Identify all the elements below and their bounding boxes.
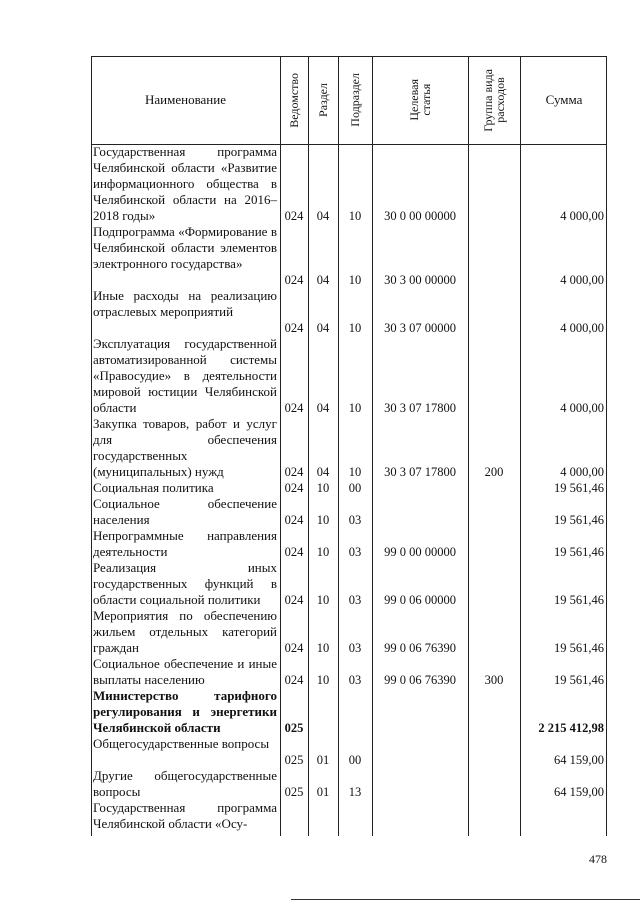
row-gruppa: 300 [484, 673, 504, 687]
header-razdel [308, 56, 338, 144]
row-razdel: 10 [316, 673, 330, 687]
row-razdel: 04 [316, 273, 330, 287]
row-summa: 19 561,46 [554, 513, 604, 527]
row-gruppa: 200 [484, 465, 504, 479]
row-name: Социальное обеспечение населения [93, 496, 277, 527]
row-celevaya: 30 3 07 17800 [384, 401, 456, 415]
row-summa: 4 000,00 [560, 209, 604, 223]
row-celevaya: 30 3 00 00000 [384, 273, 456, 287]
row-summa: 19 561,46 [554, 545, 604, 559]
header-podrazdel [338, 56, 372, 144]
row-vedomstvo: 024 [284, 481, 304, 495]
table-row [91, 480, 607, 496]
table-row [91, 336, 607, 416]
row-name: Подпрограмма «Формирование в Челябинской области элементов электронного государства» [93, 224, 277, 271]
table-row [91, 288, 607, 336]
row-celevaya: 99 0 06 00000 [384, 593, 456, 607]
header-gruppa [468, 56, 520, 144]
row-podrazdel: 03 [348, 545, 362, 559]
row-name: Социальная политика [93, 480, 214, 495]
row-razdel: 10 [316, 593, 330, 607]
row-summa: 4 000,00 [560, 273, 604, 287]
header-summa-label: Сумма [545, 92, 583, 107]
row-vedomstvo: 024 [284, 513, 304, 527]
row-name: Государственная программа Челябинской области «Развитие информационного общества в Челябинской области на 2016–2018 годы» [93, 144, 277, 223]
row-name: Эксплуатация государственной автоматизированной системы «Правосудие» в деятельности мировой юстиции Челябинской области [93, 336, 277, 415]
row-podrazdel: 10 [348, 321, 362, 335]
row-razdel: 04 [316, 321, 330, 335]
row-summa: 64 159,00 [554, 785, 604, 799]
row-celevaya: 99 0 06 76390 [384, 641, 456, 655]
table-row [91, 736, 607, 768]
row-summa: 19 561,46 [554, 481, 604, 495]
row-podrazdel: 10 [348, 273, 362, 287]
header-razdel-label: Раздел [316, 83, 330, 117]
row-podrazdel: 10 [348, 465, 362, 479]
table-row [91, 528, 607, 560]
row-vedomstvo: 024 [284, 641, 304, 655]
row-name: Мероприятия по обеспечению жильем отдельных категорий граждан [93, 608, 277, 655]
row-podrazdel: 10 [348, 209, 362, 223]
header-podrazdel-label: Подраздел [348, 73, 362, 127]
table-row [91, 416, 607, 480]
header-summa [521, 56, 607, 144]
table-row [91, 656, 607, 688]
table-row [91, 800, 607, 836]
header-vedomstvo-label: Ведомство [287, 72, 301, 128]
table-row [91, 560, 607, 608]
row-name: Непрограммные направления деятельности [93, 528, 277, 559]
table-row [91, 144, 607, 224]
row-podrazdel: 00 [348, 481, 362, 495]
row-summa: 4 000,00 [560, 401, 604, 415]
row-podrazdel: 03 [348, 641, 362, 655]
row-name: Иные расходы на реализацию отраслевых мероприятий [93, 288, 277, 319]
row-vedomstvo: 024 [284, 673, 304, 687]
header-name-label: Наименование [145, 92, 226, 107]
row-name: Государственная программа Челябинской области «Осу- [93, 800, 277, 831]
header-vedomstvo [280, 56, 308, 144]
row-vedomstvo: 025 [284, 753, 304, 767]
row-name: Социальное обеспечение и иные выплаты населению [93, 656, 277, 687]
row-summa: 2 215 412,98 [538, 721, 604, 735]
row-podrazdel: 00 [348, 753, 362, 767]
table-row [91, 688, 607, 736]
row-vedomstvo: 024 [284, 465, 304, 479]
row-podrazdel: 03 [348, 673, 362, 687]
row-name: Общегосударственные вопросы [93, 736, 270, 751]
row-celevaya: 30 3 07 00000 [384, 321, 456, 335]
row-name: Реализация иных государственных функций в области социальной политики [93, 560, 277, 607]
row-podrazdel: 03 [348, 593, 362, 607]
header-celevaya [372, 56, 468, 144]
header-name [91, 56, 280, 144]
row-razdel: 04 [316, 465, 330, 479]
row-vedomstvo: 024 [284, 321, 304, 335]
row-razdel: 10 [316, 513, 330, 527]
row-vedomstvo: 024 [284, 593, 304, 607]
table-row [91, 496, 607, 528]
row-name: Другие общегосударственные вопросы [93, 768, 277, 799]
row-name: Закупка товаров, работ и услуг для обеспечения государственных (муниципальных) нужд [93, 416, 277, 479]
page-number: 478 [589, 852, 607, 866]
row-razdel: 10 [316, 545, 330, 559]
row-vedomstvo: 024 [284, 401, 304, 415]
row-vedomstvo: 024 [284, 545, 304, 559]
header-gruppa-label: Группа вида расходов [481, 68, 507, 132]
row-podrazdel: 03 [348, 513, 362, 527]
footer-divider [291, 899, 640, 900]
row-vedomstvo: 025 [284, 785, 304, 799]
row-summa: 4 000,00 [560, 321, 604, 335]
row-name: Министерство тарифного регулирования и энергетики Челябинской области [93, 688, 277, 735]
row-summa: 19 561,46 [554, 593, 604, 607]
row-summa: 19 561,46 [554, 641, 604, 655]
row-celevaya: 99 0 00 00000 [384, 545, 456, 559]
row-razdel: 10 [316, 641, 330, 655]
row-summa: 19 561,46 [554, 673, 604, 687]
row-celevaya: 99 0 06 76390 [384, 673, 456, 687]
row-celevaya: 30 0 00 00000 [384, 209, 456, 223]
table-row [91, 224, 607, 288]
row-summa: 4 000,00 [560, 465, 604, 479]
row-razdel: 01 [316, 785, 330, 799]
row-vedomstvo: 024 [284, 209, 304, 223]
table-row [91, 608, 607, 656]
header-celevaya-label: Целевая статья [407, 79, 433, 121]
row-razdel: 01 [316, 753, 330, 767]
row-podrazdel: 10 [348, 401, 362, 415]
row-celevaya: 30 3 07 17800 [384, 465, 456, 479]
row-vedomstvo: 025 [284, 721, 304, 735]
table-row [91, 768, 607, 800]
row-vedomstvo: 024 [284, 273, 304, 287]
row-summa: 64 159,00 [554, 753, 604, 767]
row-podrazdel: 13 [348, 785, 362, 799]
row-razdel: 04 [316, 209, 330, 223]
row-razdel: 04 [316, 401, 330, 415]
row-razdel: 10 [316, 481, 330, 495]
